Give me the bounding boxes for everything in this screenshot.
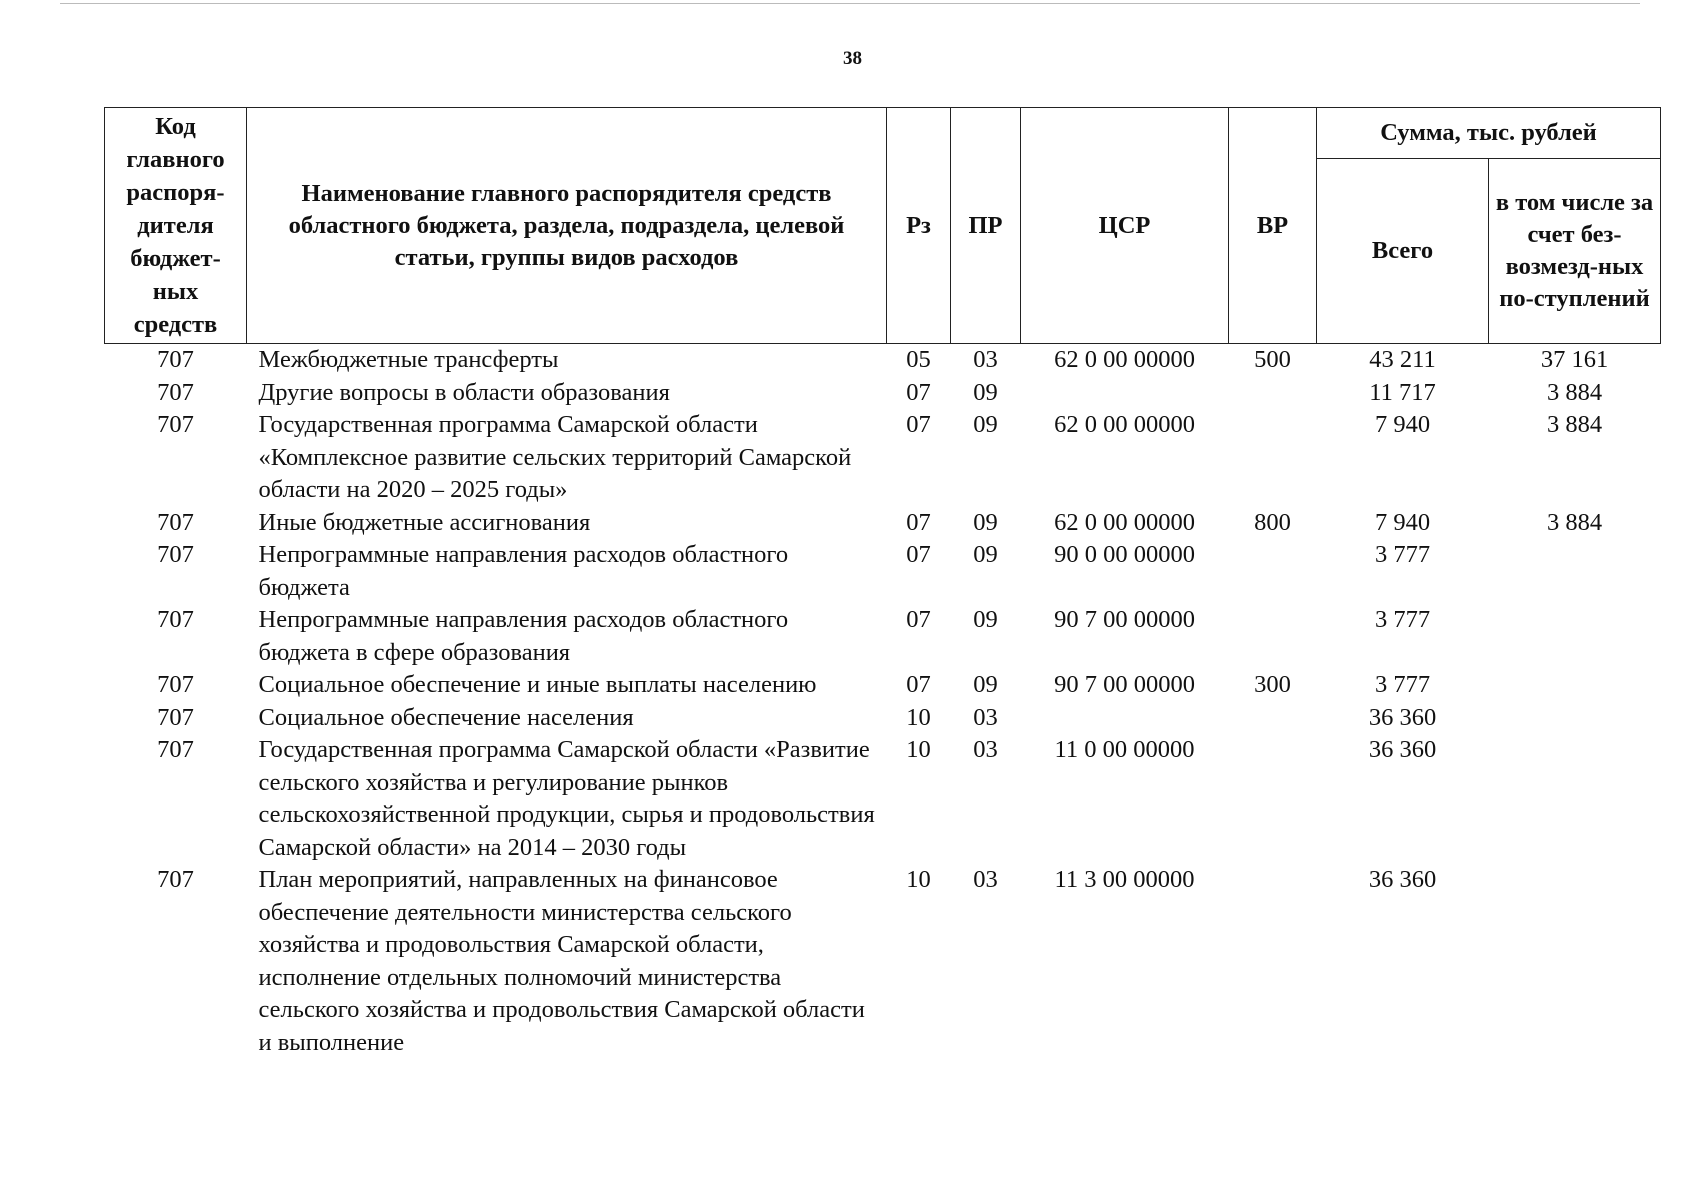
cell-vr: 300: [1254, 671, 1291, 698]
cell-code: 707: [157, 671, 194, 698]
cell-code: 707: [157, 378, 194, 406]
cell-csr: 90 7 00 00000: [1054, 671, 1195, 698]
cell-total: 3 777: [1374, 606, 1431, 633]
cell-pr: 03: [973, 866, 998, 893]
cell-code: 707: [157, 866, 194, 893]
cell-name: Социальное обеспечение и иные выплаты населению: [258, 671, 817, 698]
header-sum: Сумма, тыс. рублей: [1317, 108, 1661, 159]
cell-code: 707: [157, 411, 194, 438]
cell-csr: 90 0 00 00000: [1054, 541, 1195, 568]
header-grants: в том числе за счет без-возмезд-ных по-ступлений: [1489, 159, 1661, 344]
cell-total: 36 360: [1368, 736, 1437, 763]
cell-total: 43 211: [1369, 346, 1436, 373]
cell-name: Иные бюджетные ассигнования: [258, 508, 591, 536]
cell-rz: 07: [906, 508, 931, 536]
cell-grants: [1489, 604, 1661, 669]
cell-code: 707: [157, 703, 194, 731]
cell-rz: 07: [906, 671, 931, 698]
cell-pr: 09: [973, 541, 998, 568]
cell-csr: 62 0 00 00000: [1054, 508, 1195, 536]
cell-code: 707: [157, 346, 194, 373]
cell-rz: 10: [906, 866, 931, 893]
cell-vr: 500: [1254, 346, 1291, 373]
header-name: Наименование главного распорядителя средств областного бюджета, раздела, подраздела, целевой статьи, группы видов расходов: [247, 108, 887, 344]
cell-total: 7 940: [1374, 508, 1431, 536]
cell-rz: 10: [906, 703, 931, 731]
table-row: [105, 507, 1661, 540]
cell-rz: 07: [906, 411, 931, 438]
cell-code: 707: [157, 508, 194, 536]
cell-name: Государственная программа Самарской области «Развитие сельского хозяйства и регулирование рынков сельскохозяйственной продукции, сырья и продовольствия Самарской области» на 2014 – 2030 годы: [258, 736, 875, 861]
table-row: [105, 344, 1661, 377]
header-code: Код главного распоря-дителя бюджет-ных средств: [105, 108, 247, 344]
table-row: [105, 734, 1661, 864]
cell-grants: 3 884: [1546, 508, 1603, 536]
cell-pr: 09: [973, 671, 998, 698]
cell-vr: 800: [1254, 508, 1291, 536]
header-total: Всего: [1317, 159, 1489, 344]
cell-csr: 62 0 00 00000: [1054, 346, 1195, 373]
cell-pr: 09: [973, 378, 998, 406]
top-rule: [60, 3, 1640, 4]
cell-csr: [1021, 702, 1229, 735]
cell-vr: [1229, 409, 1317, 507]
cell-rz: 07: [906, 606, 931, 633]
cell-rz: 07: [906, 378, 931, 406]
cell-code: 707: [157, 736, 194, 763]
budget-table: [104, 107, 1661, 1059]
cell-vr: [1229, 604, 1317, 669]
cell-csr: 11 0 00 00000: [1054, 736, 1195, 763]
cell-grants: 37 161: [1540, 346, 1609, 373]
table-row: [105, 864, 1661, 1059]
cell-grants: [1489, 669, 1661, 702]
cell-csr: 90 7 00 00000: [1054, 606, 1195, 633]
table-row: [105, 702, 1661, 735]
cell-vr: [1229, 539, 1317, 604]
cell-code: 707: [157, 541, 194, 568]
table-row: [105, 409, 1661, 507]
cell-grants: 3 884: [1546, 378, 1603, 406]
cell-total: 3 777: [1374, 671, 1431, 698]
cell-grants: [1489, 539, 1661, 604]
cell-grants: [1489, 702, 1661, 735]
header-vr: ВР: [1229, 108, 1317, 344]
cell-name: Другие вопросы в области образования: [258, 378, 670, 406]
header-pr: ПР: [951, 108, 1021, 344]
cell-pr: 09: [973, 411, 998, 438]
table-row: [105, 669, 1661, 702]
cell-rz: 10: [906, 736, 931, 763]
table-row: [105, 377, 1661, 410]
cell-total: 7 940: [1374, 411, 1431, 438]
cell-name: Межбюджетные трансферты: [258, 346, 559, 373]
header-csr: ЦСР: [1021, 108, 1229, 344]
cell-pr: 09: [973, 606, 998, 633]
cell-csr: [1021, 377, 1229, 410]
page-number: 38: [843, 48, 862, 69]
cell-total: 3 777: [1374, 541, 1431, 568]
table-row: [105, 539, 1661, 604]
cell-vr: [1229, 377, 1317, 410]
cell-vr: [1229, 864, 1317, 1059]
cell-total: 36 360: [1368, 866, 1437, 893]
cell-grants: [1489, 734, 1661, 864]
cell-pr: 03: [973, 736, 998, 763]
cell-code: 707: [157, 606, 194, 633]
cell-vr: [1229, 734, 1317, 864]
cell-rz: 05: [906, 346, 931, 373]
cell-csr: 11 3 00 00000: [1054, 866, 1195, 893]
cell-grants: [1489, 864, 1661, 1059]
cell-pr: 09: [973, 508, 998, 536]
table-body: [105, 344, 1661, 1060]
cell-vr: [1229, 702, 1317, 735]
table-row: [105, 604, 1661, 669]
cell-name: Непрограммные направления расходов областного бюджета в сфере образования: [258, 606, 789, 666]
cell-pr: 03: [973, 346, 998, 373]
cell-grants: 3 884: [1546, 411, 1603, 438]
cell-pr: 03: [973, 703, 998, 731]
cell-total: 36 360: [1368, 703, 1437, 731]
cell-csr: 62 0 00 00000: [1054, 411, 1195, 438]
header-rz: Рз: [887, 108, 951, 344]
cell-total: 11 717: [1369, 378, 1436, 406]
cell-name: Непрограммные направления расходов областного бюджета: [258, 541, 789, 601]
cell-name: Государственная программа Самарской области «Комплексное развитие сельских территорий Самарской области на 2020 – 2025 годы»: [258, 411, 852, 503]
cell-rz: 07: [906, 541, 931, 568]
cell-name: Социальное обеспечение населения: [258, 703, 634, 731]
cell-name: План мероприятий, направленных на финансовое обеспечение деятельности министерства сельского хозяйства и продовольствия Самарской области, исполнение отдельных полномочий министерства сельского хозяйства и продовольствия Самарской области и выполнение: [258, 866, 865, 1056]
